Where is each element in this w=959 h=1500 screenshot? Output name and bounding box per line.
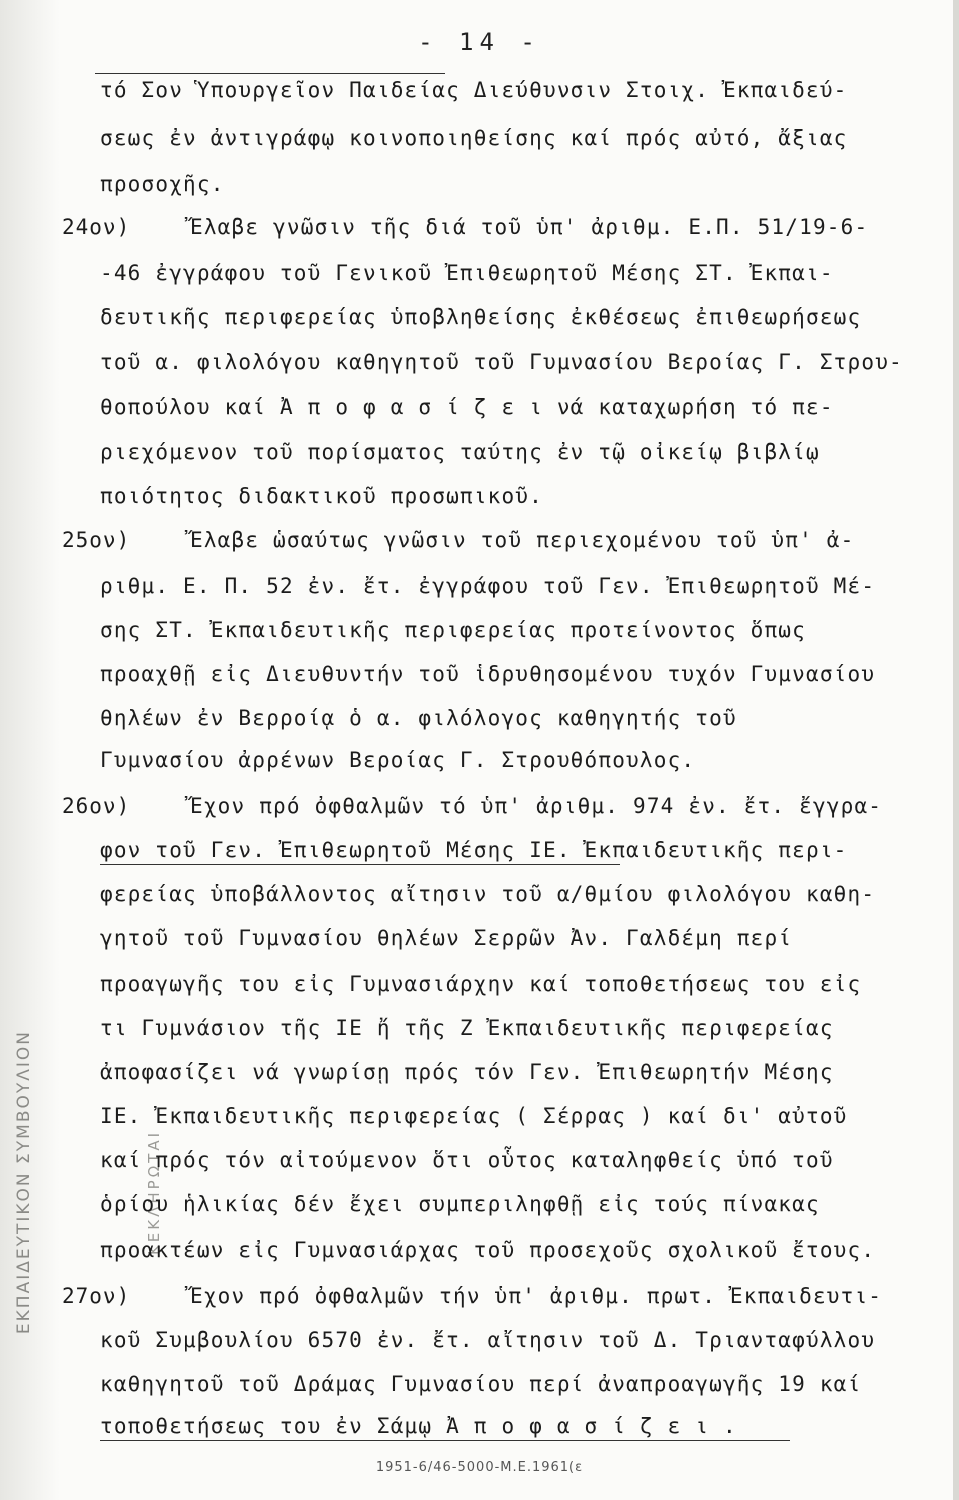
- scan-edge: [953, 0, 959, 1500]
- text-line: σεως ἐν ἀντιγράφῳ κοινοποιηθείσης καί πρός αὐτό, ἄξιας: [100, 126, 848, 150]
- text-line: φερείας ὑποβάλλοντος αἴτησιν τοῦ α/θμίου φιλολόγου καθη-: [100, 882, 876, 906]
- print-footer: 1951-6/46-5000-Μ.Ε.1961(ε: [375, 1460, 584, 1475]
- text-line: προσοχῆς.: [100, 172, 225, 196]
- text-line: προακτέων εἰς Γυμνασιάρχας τοῦ προσεχοῦς σχολικοῦ ἔτους.: [100, 1238, 876, 1262]
- text-line: Ἔχον πρό ὀφθαλμῶν τήν ὑπ' ἀριθμ. πρωτ. Ἐκπαιδευτι-: [190, 1284, 883, 1308]
- text-line: σης ΣΤ. Ἐκπαιδευτικῆς περιφερείας προτείνοντος ὅπως: [100, 618, 806, 642]
- text-line: Γυμνασίου ἀρρένων Βεροίας Γ. Στρουθόπουλος.: [100, 748, 696, 772]
- text-line: Ἔλαβε ὡσαύτως γνῶσιν τοῦ περιεχομένου τοῦ ὑπ' ἀ-: [190, 528, 855, 552]
- text-line: -46 ἐγγράφου τοῦ Γενικοῦ Ἐπιθεωρητοῦ Μέσης ΣΤ. Ἐκπαι-: [100, 261, 834, 285]
- text-line: προαγωγῆς του εἰς Γυμνασιάρχην καί τοποθετήσεως του εἰς: [100, 972, 862, 996]
- text-line: ριθμ. Ε. Π. 52 ἐν. ἔτ. ἐγγράφου τοῦ Γεν. Ἐπιθεωρητοῦ Μέ-: [100, 574, 876, 598]
- text-line: θοπούλου καί Ἀ π ο φ α σ ί ζ ε ι νά καταχωρήση τό πε-: [100, 395, 834, 419]
- text-line: γητοῦ τοῦ Γυμνασίου θηλέων Σερρῶν Ἀν. Γαλδέμη περί: [100, 926, 793, 950]
- text-line: ποιότητος διδακτικοῦ προσωπικοῦ.: [100, 484, 543, 508]
- text-line: τό Σον Ὑπουργεῖον Παιδείας Διεύθυνσιν Στοιχ. Ἐκπαιδεύ-: [100, 78, 848, 102]
- text-line: ὁρίου ἡλικίας δέν ἔχει συμπεριληφθῇ εἰς τούς πίνακας: [100, 1192, 820, 1216]
- item-number: 26ον): [62, 794, 131, 818]
- text-line: τι Γυμνάσιον τῆς ΙΕ ἤ τῆς Ζ Ἐκπαιδευτικῆς περιφερείας: [100, 1016, 834, 1040]
- side-stamp: ΚΕΚΛΗΡΩΤΑΙ: [145, 1130, 163, 1256]
- item-number: 27ον): [62, 1284, 131, 1308]
- bottom-rule: [100, 1440, 790, 1441]
- text-line: φον τοῦ Γεν. Ἐπιθεωρητοῦ Μέσης ΙΕ. Ἐκπαιδευτικῆς περι-: [100, 838, 848, 862]
- item-number: 25ον): [62, 528, 131, 552]
- text-line: θηλέων ἐν Βερροίᾳ ὁ α. φιλόλογος καθηγητής τοῦ: [100, 706, 737, 730]
- text-line: ἀποφασίζει νά γνωρίσῃ πρός τόν Γεν. Ἐπιθεωρητήν Μέσης: [100, 1060, 834, 1084]
- text-line: δευτικῆς περιφερείας ὑποβληθείσης ἐκθέσεως ἐπιθεωρήσεως: [100, 305, 862, 329]
- text-line: κοῦ Συμβουλίου 6570 ἐν. ἔτ. αἴτησιν τοῦ Δ. Τριανταφύλλου: [100, 1328, 876, 1352]
- text-line: προαχθῇ εἰς Διευθυντήν τοῦ ἱδρυθησομένου τυχόν Γυμνασίου: [100, 662, 876, 686]
- text-line: καί πρός τόν αἰτούμενον ὅτι οὗτος καταληφθείς ὑπό τοῦ: [100, 1148, 834, 1172]
- item-number: 24ον): [62, 215, 131, 239]
- margin-stamp: ΕΚΠΑΙΔΕΥΤΙΚΟΝ ΣΥΜΒΟΥΛΙΟΝ: [14, 1030, 34, 1335]
- text-line: Ἔλαβε γνῶσιν τῆς διά τοῦ ὑπ' ἀριθμ. Ε.Π. 51/19-6-: [190, 215, 869, 239]
- underline-rule: [100, 864, 620, 865]
- text-line: τοῦ α. φιλολόγου καθηγητοῦ τοῦ Γυμνασίου Βεροίας Γ. Στρου-: [100, 350, 903, 374]
- text-line: ΙΕ. Ἐκπαιδευτικῆς περιφερείας ( Σέρρας ) καί δι' αὐτοῦ: [100, 1104, 848, 1128]
- text-line: τοποθετήσεως του ἐν Σάμῳ Ἀ π ο φ α σ ί ζ ε ι .: [100, 1414, 737, 1438]
- text-line: ριεχόμενον τοῦ πορίσματος ταύτης ἐν τῷ οἰκείῳ βιβλίῳ: [100, 440, 820, 464]
- top-rule: [95, 73, 445, 74]
- page-number: - 14 -: [418, 28, 541, 56]
- text-line: Ἔχον πρό ὀφθαλμῶν τό ὑπ' ἀριθμ. 974 ἐν. ἔτ. ἔγγρα-: [190, 794, 883, 818]
- text-line: καθηγητοῦ τοῦ Δράμας Γυμνασίου περί ἀναπροαγωγῆς 19 καί: [100, 1372, 862, 1396]
